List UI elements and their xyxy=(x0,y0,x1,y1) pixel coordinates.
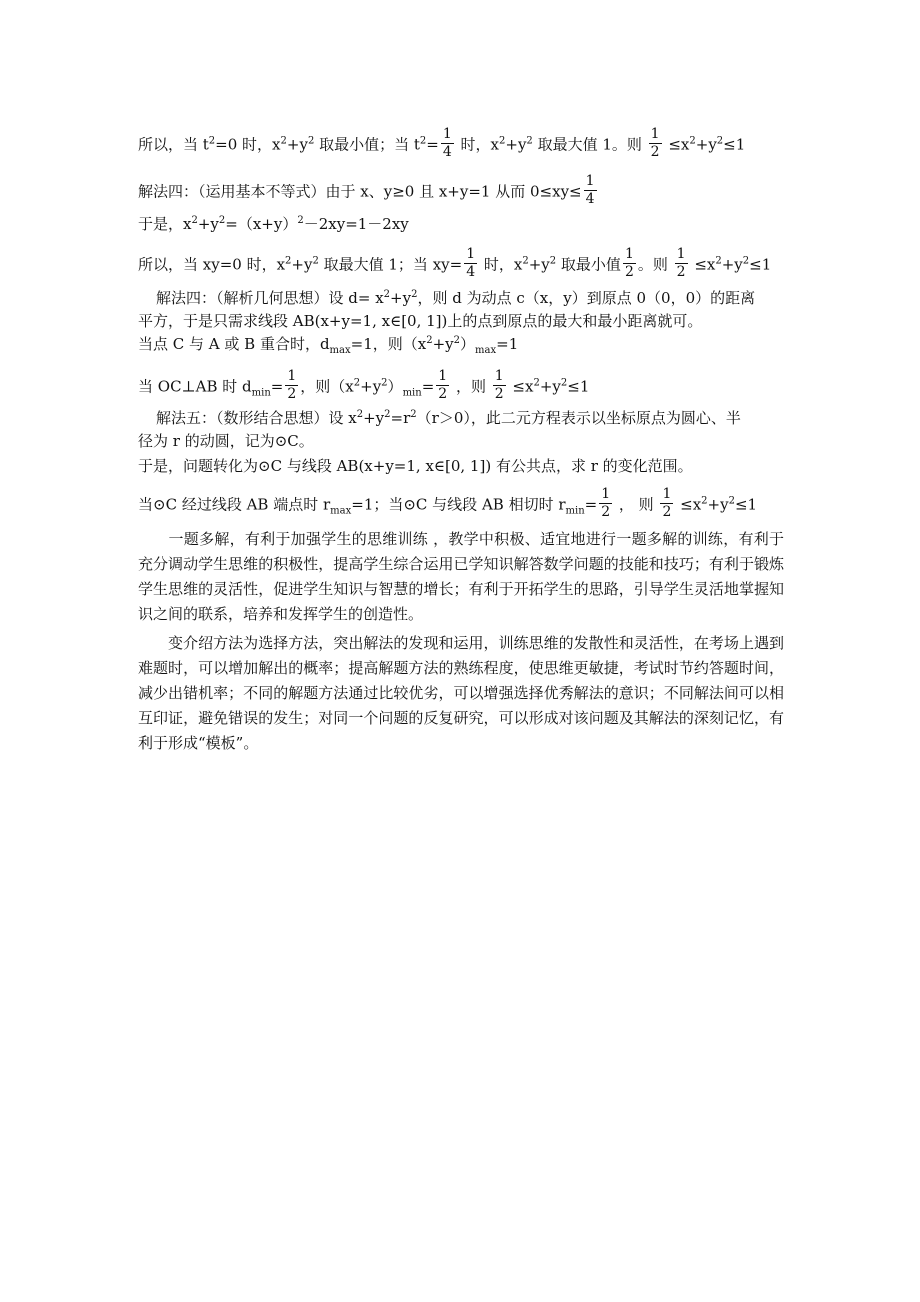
text: +y xyxy=(721,255,743,274)
text: +y xyxy=(390,289,412,307)
fraction xyxy=(599,486,612,521)
sup: 2 xyxy=(560,377,568,389)
line-1 xyxy=(138,128,745,163)
text: ，则 xyxy=(451,377,491,396)
denominator: 2 xyxy=(494,386,504,402)
numerator: 1 xyxy=(438,368,448,384)
denominator: 4 xyxy=(466,264,476,280)
text: 时，x xyxy=(455,135,499,154)
numerator: 1 xyxy=(601,486,611,502)
sup: 2 xyxy=(280,135,287,147)
numerator: 1 xyxy=(287,368,297,384)
sup: 2 xyxy=(191,215,198,226)
sup: 2 xyxy=(522,255,529,267)
numerator: 1 xyxy=(650,126,660,142)
line-10 xyxy=(138,431,314,451)
sup: 2 xyxy=(410,409,417,420)
line-4 xyxy=(138,248,771,283)
sup: 2 xyxy=(453,335,461,346)
text: = xyxy=(584,495,598,514)
fraction xyxy=(660,486,673,521)
numerator: 1 xyxy=(494,368,504,384)
text: =1，则（x xyxy=(350,335,427,353)
text: 所以，当 xy=0 时，x xyxy=(138,255,286,274)
text: ， 则 xyxy=(614,495,659,514)
fraction xyxy=(464,246,477,281)
sub: min xyxy=(565,505,585,517)
denominator: 2 xyxy=(624,264,634,280)
text: +y xyxy=(539,377,561,396)
fraction xyxy=(441,126,454,161)
sup: 2 xyxy=(356,409,364,420)
text: +y xyxy=(505,135,527,154)
fraction xyxy=(493,368,506,403)
text: ≤x xyxy=(663,135,690,154)
sup: 2 xyxy=(549,255,557,267)
numerator: 1 xyxy=(442,126,452,142)
text: = xyxy=(270,377,284,396)
text: 当 OC⊥AB 时 d xyxy=(138,377,252,396)
sup: 2 xyxy=(384,409,391,420)
sup: 2 xyxy=(381,377,388,389)
text: +y xyxy=(360,377,382,396)
sup: 2 xyxy=(689,135,696,147)
text: 当点 C 与 A 或 B 重合时，d xyxy=(138,335,330,353)
line-3 xyxy=(138,214,409,234)
denominator: 2 xyxy=(287,386,297,402)
sup: 2 xyxy=(526,135,533,147)
text: ≤x xyxy=(507,377,534,396)
sup: 2 xyxy=(728,495,735,507)
denominator: 2 xyxy=(662,504,672,520)
numerator: 1 xyxy=(676,246,686,262)
denominator: 4 xyxy=(585,191,595,207)
text: 取最大值 1。则 xyxy=(532,135,647,154)
text: 于是，问题转化为⊙C 与线段 AB(x+y=1, x∈[0, 1]) 有公共点，求 r 的变化范围。 xyxy=(138,457,693,475)
line-8 xyxy=(138,370,589,405)
line-2 xyxy=(138,175,599,210)
text: 径为 r 的动圆，记为⊙C。 xyxy=(138,432,314,450)
line-9 xyxy=(156,408,741,428)
sup: 2 xyxy=(297,215,304,226)
fraction xyxy=(436,368,449,403)
text: =1 xyxy=(496,335,519,353)
sup: 2 xyxy=(218,215,226,226)
numerator: 1 xyxy=(662,486,672,502)
sup: 2 xyxy=(383,289,391,300)
sup: 2 xyxy=(419,135,427,147)
sub: max xyxy=(330,505,352,517)
sup: 2 xyxy=(353,377,361,389)
sup: 2 xyxy=(411,289,418,300)
text: 。则 xyxy=(637,255,673,274)
text: 取最小值；当 t xyxy=(314,135,420,154)
text: 于是，x xyxy=(138,215,192,233)
fraction xyxy=(584,173,597,208)
sub: max xyxy=(329,345,351,356)
text: ≤1 xyxy=(734,495,758,514)
text: ，则 d 为动点 c（x，y）到原点 0（0，0）的距离 xyxy=(417,289,756,307)
line-11 xyxy=(138,456,693,476)
denominator: 2 xyxy=(650,144,660,160)
text: +y xyxy=(528,255,550,274)
text: ≤x xyxy=(689,255,716,274)
numerator: 1 xyxy=(585,173,595,189)
text: +y xyxy=(695,135,717,154)
denominator: 2 xyxy=(676,264,686,280)
sup: 2 xyxy=(307,135,315,147)
text: ） xyxy=(460,335,476,353)
sup: 2 xyxy=(716,135,724,147)
sup: 2 xyxy=(426,335,433,346)
denominator: 2 xyxy=(601,504,611,520)
numerator: 1 xyxy=(466,246,476,262)
text: ≤1 xyxy=(723,135,746,154)
denominator: 4 xyxy=(442,144,452,160)
sup: 2 xyxy=(742,255,750,267)
text: ≤x xyxy=(675,495,702,514)
fraction xyxy=(649,126,662,161)
line-7 xyxy=(138,334,518,354)
fraction xyxy=(623,246,636,281)
text: 所以，当 t xyxy=(138,135,209,154)
line-5 xyxy=(156,288,755,308)
text: = xyxy=(426,135,439,154)
text: +y xyxy=(707,495,729,514)
numerator: 1 xyxy=(624,246,634,262)
text: ≤1 xyxy=(567,377,590,396)
text: +y xyxy=(286,135,308,154)
text: =r xyxy=(390,409,411,427)
text: －2xy=1－2xy xyxy=(303,215,409,233)
text: +y xyxy=(197,215,219,233)
fraction xyxy=(285,368,298,403)
sup: 2 xyxy=(533,377,540,389)
fraction xyxy=(675,246,688,281)
sub: max xyxy=(475,345,497,356)
text: 解法四：（解析几何思想）设 d= x xyxy=(156,289,384,307)
sup: 2 xyxy=(285,255,292,267)
text: =1；当⊙C 与线段 AB 相切时 r xyxy=(351,495,566,514)
text: 取最大值 1；当 xy= xyxy=(318,255,463,274)
text: ≤1 xyxy=(749,255,772,274)
text: 平方，于是只需求线段 AB(x+y=1, x∈[0, 1])上的点到原点的最大和最小距离就可。 xyxy=(138,312,703,330)
text: +y xyxy=(432,335,454,353)
text: ） xyxy=(387,377,403,396)
paragraph-multiple-solutions: 一题多解，有利于加强学生的思维训练 ，教学中积极、适宜地进行一题多解的训练，有利于充分调动学生思维的积极性，提高学生综合运用已学知识解答数学问题的技能和技巧；有利于锻炼学生思维的灵活性，促进学生知识与智慧的增长；有利于开拓学生的思路，引导学生灵活地掌握知识之间的联系，培养和发挥学生的创造性。 xyxy=(138,530,784,623)
text: +y xyxy=(291,255,313,274)
paragraph-method-selection: 变介绍方法为选择方法，突出解法的发现和运用，训练思维的发散性和灵活性，在考场上遇到难题时，可以增加解出的概率；提高解题方法的熟练程度，使思维更敏捷，考试时节约答题时间，减少出错机率；不同的解题方法通过比较优劣，可以增强选择优秀解法的意识；不同解法间可以相互印证，避免错误的发生；对同一个问题的反复研究，可以形成对该问题及其解法的深刻记忆，有利于形成“模板”。 xyxy=(138,634,784,752)
line-12 xyxy=(138,488,757,523)
sub: min xyxy=(251,387,271,399)
denominator: 2 xyxy=(438,386,448,402)
sup: 2 xyxy=(499,135,506,147)
sup: 2 xyxy=(715,255,722,267)
text: 当⊙C 经过线段 AB 端点时 r xyxy=(138,495,331,514)
sub: min xyxy=(402,387,422,399)
text: ，则（x xyxy=(300,377,354,396)
text: （r＞0），此二元方程表示以坐标原点为圆心、半 xyxy=(416,409,741,427)
text: = xyxy=(421,377,435,396)
text: =0 时，x xyxy=(215,135,281,154)
sup: 2 xyxy=(701,495,708,507)
text: 取最小值 xyxy=(556,255,621,274)
sup: 2 xyxy=(312,255,319,267)
text: +y xyxy=(363,409,385,427)
line-6 xyxy=(138,311,702,331)
text: =（x+y） xyxy=(225,215,298,233)
text: 时，x xyxy=(479,255,523,274)
text: 解法五：（数形结合思想）设 x xyxy=(156,409,357,427)
sup: 2 xyxy=(208,135,216,147)
text: 解法四：（运用基本不等式）由于 x、y≥0 且 x+y=1 从而 0≤xy≤ xyxy=(138,182,582,201)
